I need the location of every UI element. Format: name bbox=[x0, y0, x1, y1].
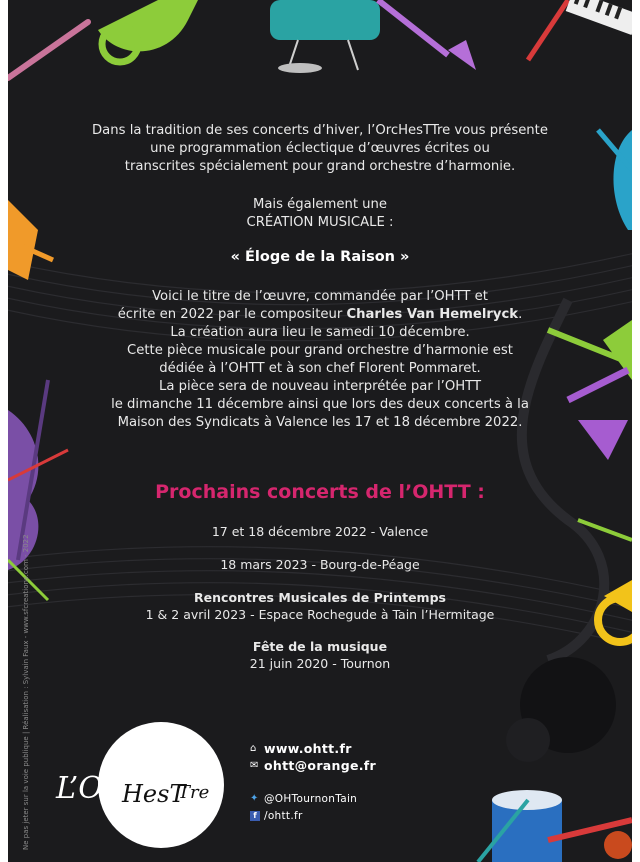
work-description bbox=[8, 288, 632, 432]
work-title: « Éloge de la Raison » bbox=[230, 249, 410, 265]
description-line: Maison des Syndicats à Valence les 17 et 18 décembre 2022. bbox=[117, 415, 523, 430]
website-text: www.ohtt.fr bbox=[264, 741, 352, 756]
logo-wordmark bbox=[52, 752, 232, 822]
concert-detail: 1 & 2 avril 2023 - Espace Rochegude à Tain l’Hermitage bbox=[145, 607, 495, 622]
creation-announcement bbox=[8, 196, 632, 232]
logo-text-l: L’Orc bbox=[56, 771, 135, 806]
concert-item bbox=[8, 589, 632, 623]
description-line: La pièce sera de nouveau interprétée par l’OHTT bbox=[158, 379, 482, 394]
contact-info bbox=[250, 740, 376, 824]
concert-detail: 18 mars 2023 - Bourg-de-Péage bbox=[220, 557, 420, 572]
description-line: Voici le titre de l’œuvre, commandée par l’OHTT et bbox=[152, 289, 488, 304]
logo-text-tre: Tre bbox=[178, 782, 210, 803]
twitter-text: @OHTournonTain bbox=[264, 792, 358, 805]
trombone-icon bbox=[378, 0, 476, 70]
concert-detail: 17 et 18 décembre 2022 - Valence bbox=[211, 524, 429, 539]
creation-line: Mais également une bbox=[252, 197, 388, 212]
concert-item bbox=[8, 523, 632, 541]
mail-icon: ✉ bbox=[250, 760, 259, 771]
concert-title: Fête de la musique bbox=[252, 639, 388, 654]
description-line: le dimanche 11 décembre ainsi que lors des deux concerts à la bbox=[111, 397, 529, 412]
description-text: écrite en 2022 par le compositeur bbox=[117, 307, 347, 322]
facebook-link[interactable] bbox=[250, 807, 376, 824]
concert-item bbox=[8, 638, 632, 672]
email-link[interactable] bbox=[250, 757, 376, 774]
creation-line: CRÉATION MUSICALE : bbox=[246, 215, 394, 230]
facebook-icon: f bbox=[250, 810, 264, 821]
drum-kit-icon bbox=[270, 0, 380, 73]
website-link[interactable] bbox=[250, 740, 376, 757]
home-icon: ⌂ bbox=[250, 743, 257, 754]
twitter-link[interactable] bbox=[250, 790, 376, 807]
concerts-heading: Prochains concerts de l’OHTT : bbox=[155, 481, 485, 503]
logo-text-he: HesT bbox=[122, 780, 186, 808]
intro-line: une programmation éclectique d’œuvres écrites ou bbox=[150, 141, 490, 156]
description-line: dédiée à l’OHTT et à son chef Florent Pommaret. bbox=[159, 361, 481, 376]
intro-line: Dans la tradition de ses concerts d’hiver, l’OrcHesTTre vous présente bbox=[92, 123, 548, 138]
description-line: Cette pièce musicale pour grand orchestre d’harmonie est bbox=[127, 343, 513, 358]
tuba-icon bbox=[98, 0, 198, 62]
composer-name: Charles Van Hemelryck bbox=[346, 307, 519, 322]
intro-line: transcrites spécialement pour grand orchestre d’harmonie. bbox=[124, 159, 516, 174]
concert-item bbox=[8, 556, 632, 574]
concert-title: Rencontres Musicales de Printemps bbox=[194, 590, 446, 605]
concert-flyer bbox=[8, 0, 632, 862]
intro-paragraph bbox=[8, 122, 632, 176]
description-line: La création aura lieu le samedi 10 décembre. bbox=[170, 325, 470, 340]
piano-keys-icon bbox=[566, 0, 632, 35]
twitter-icon: ✦ bbox=[250, 793, 259, 804]
credit-text: Ne pas jeter sur la voie publique | Réalisation : Sylvain Faux - www.sfcreations.com - 2022 bbox=[22, 534, 30, 850]
facebook-text: /ohtt.fr bbox=[264, 809, 303, 822]
flute-icon bbox=[8, 22, 88, 78]
red-flute-icon bbox=[528, 0, 568, 60]
email-text: ohtt@orange.fr bbox=[264, 758, 377, 773]
description-line-composer bbox=[8, 306, 632, 324]
concert-detail: 21 juin 2020 - Tournon bbox=[249, 656, 391, 671]
description-text: . bbox=[518, 307, 523, 322]
